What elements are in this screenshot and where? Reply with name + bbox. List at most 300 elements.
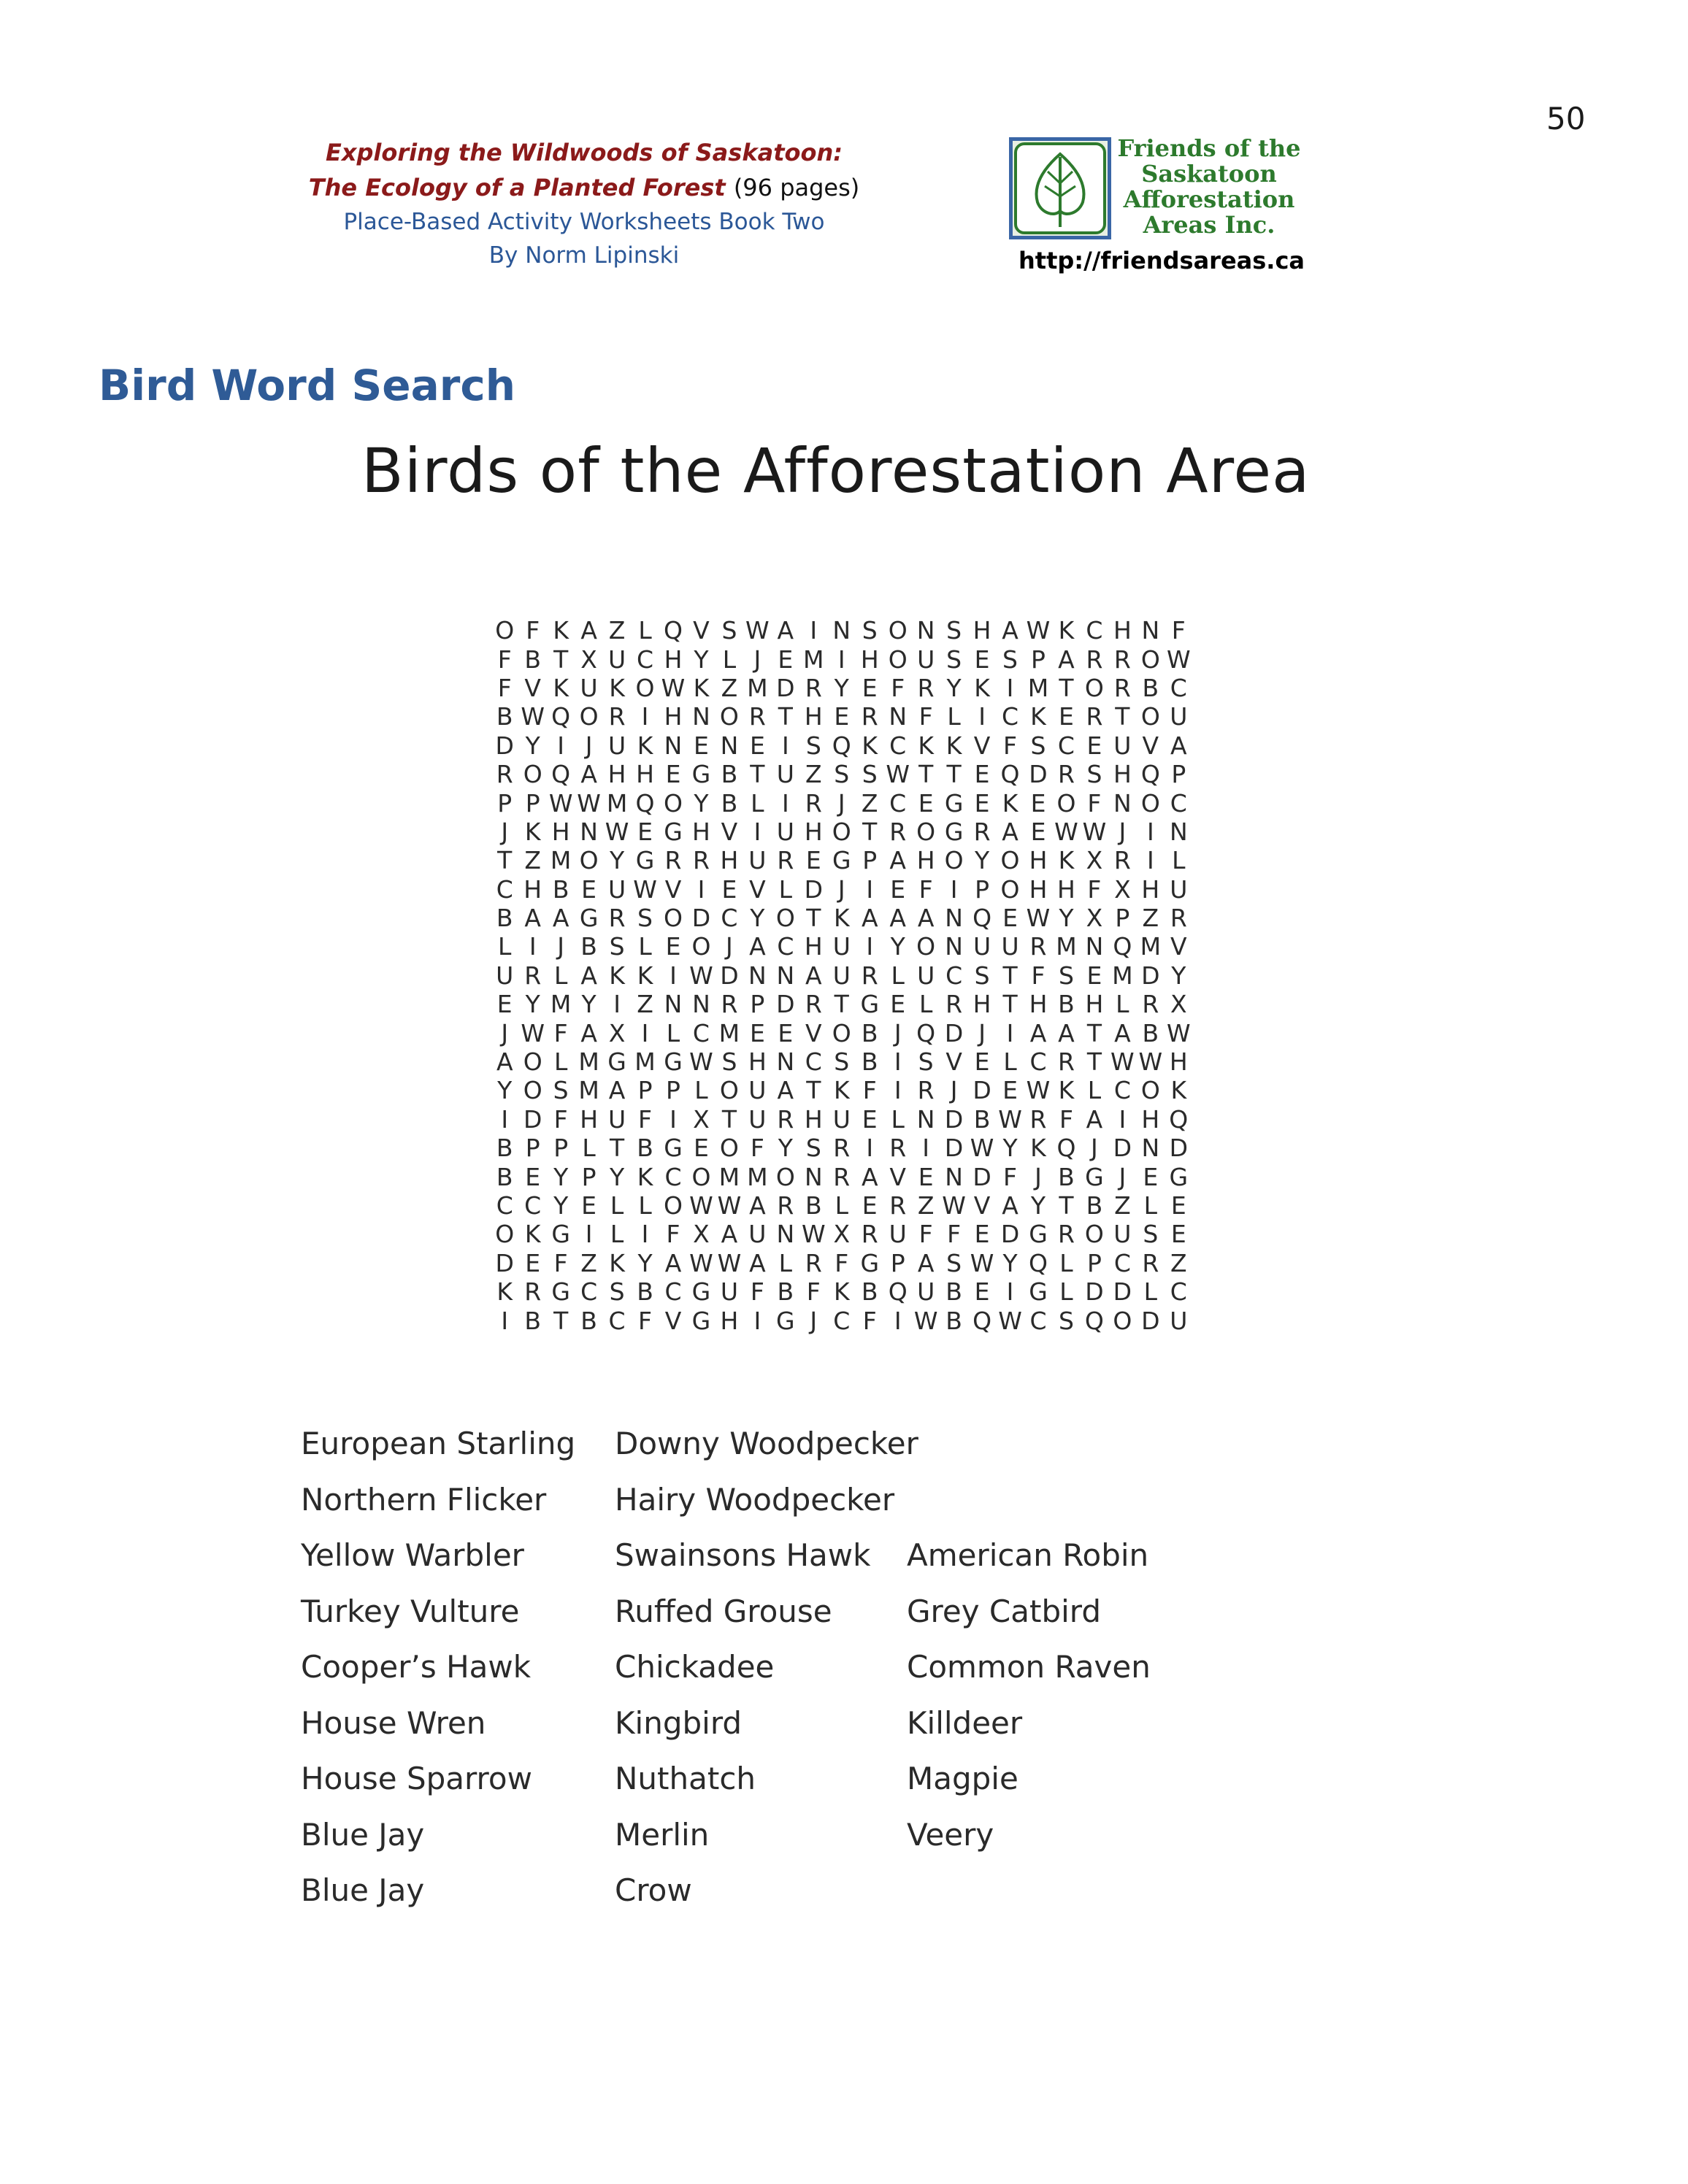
grid-row	[491, 1105, 1221, 1134]
grid-letter: P	[497, 788, 513, 818]
grid-letter: D	[495, 731, 514, 760]
grid-letter: O	[832, 1018, 851, 1047]
grid-letter: X	[1086, 846, 1103, 875]
grid-letter: P	[666, 1076, 680, 1105]
grid-letter: L	[891, 1104, 905, 1134]
grid-letter: P	[581, 1162, 596, 1191]
grid-letter: E	[1170, 1220, 1186, 1249]
grid-letter: H	[804, 1104, 823, 1134]
grid-letter: J	[726, 932, 733, 961]
grid-row	[491, 990, 1221, 1018]
grid-letter: A	[580, 961, 597, 990]
grid-letter: O	[523, 1047, 542, 1077]
grid-letter: J	[753, 645, 761, 674]
book-author: By Norm Lipinski	[488, 242, 680, 269]
grid-letter: I	[670, 1104, 677, 1134]
grid-letter: C	[833, 1306, 851, 1335]
grid-letter: A	[580, 1018, 597, 1047]
grid-letter: I	[1146, 846, 1154, 875]
page-count: (96 pages)	[733, 174, 860, 201]
word-item: Crow	[615, 1872, 692, 1908]
grid-letter: J	[501, 1018, 509, 1047]
grid-letter: N	[748, 961, 767, 990]
grid-letter: H	[720, 1306, 739, 1335]
grid-letter: U	[776, 760, 794, 789]
grid-letter: I	[866, 1134, 874, 1163]
grid-letter: U	[832, 932, 851, 961]
word-item: Killdeer	[907, 1704, 1023, 1741]
grid-letter: R	[805, 673, 822, 702]
grid-letter: O	[1000, 846, 1020, 875]
word-item: Northern Flicker	[301, 1481, 547, 1518]
grid-letter: C	[805, 1047, 822, 1077]
grid-letter: I	[1006, 1277, 1014, 1307]
grid-letter: X	[1086, 904, 1103, 933]
grid-letter: F	[806, 1277, 821, 1307]
grid-letter: N	[580, 817, 598, 846]
grid-row	[491, 932, 1221, 961]
grid-letter: N	[1113, 788, 1132, 818]
grid-letter: U	[496, 961, 514, 990]
word-item: Blue Jay	[301, 1872, 425, 1908]
grid-letter: B	[1058, 990, 1075, 1019]
grid-letter: K	[833, 904, 850, 933]
grid-letter: F	[1171, 616, 1186, 645]
grid-letter: K	[1030, 1134, 1046, 1163]
grid-letter: Y	[974, 846, 990, 875]
grid-letter: Y	[694, 645, 709, 674]
grid-letter: D	[1000, 1220, 1020, 1249]
grid-letter: G	[691, 1306, 711, 1335]
grid-letter: N	[1141, 1134, 1160, 1163]
grid-letter: A	[861, 1162, 878, 1191]
grid-letter: G	[860, 1248, 880, 1277]
grid-letter: V	[664, 1306, 682, 1335]
grid-letter: O	[775, 904, 795, 933]
grid-letter: E	[665, 932, 681, 961]
grid-letter: H	[972, 990, 991, 1019]
grid-letter: B	[1086, 1191, 1103, 1220]
word-item	[907, 1416, 1199, 1472]
grid-letter: K	[918, 731, 934, 760]
grid-letter: Y	[1171, 961, 1186, 990]
grid-letter: Q	[551, 702, 571, 731]
grid-letter: Y	[609, 846, 625, 875]
grid-letter: X	[833, 1220, 851, 1249]
grid-letter: J	[837, 788, 845, 818]
grid-letter: Q	[551, 760, 571, 789]
grid-letter: X	[580, 645, 597, 674]
grid-letter: Q	[972, 1306, 992, 1335]
grid-letter: K	[693, 673, 710, 702]
grid-letter: T	[553, 645, 569, 674]
grid-letter: S	[1058, 1306, 1074, 1335]
grid-letter: E	[918, 1162, 934, 1191]
grid-letter: Y	[1002, 1248, 1018, 1277]
grid-letter: O	[1084, 1220, 1104, 1249]
grid-letter: H	[1029, 874, 1048, 904]
grid-letter: R	[1057, 1220, 1075, 1249]
grid-letter: O	[719, 1076, 739, 1105]
grid-letter: L	[778, 1248, 793, 1277]
grid-letter: E	[1030, 788, 1046, 818]
website-link[interactable]: http://friendsareas.ca	[1018, 247, 1305, 274]
grid-letter: U	[607, 731, 626, 760]
grid-letter: I	[697, 874, 705, 904]
grid-letter: E	[862, 1104, 878, 1134]
grid-letter: G	[551, 1277, 570, 1307]
grid-letter: S	[946, 616, 962, 645]
logo	[1009, 137, 1111, 239]
grid-letter: W	[1026, 904, 1051, 933]
grid-letter: N	[832, 616, 851, 645]
grid-letter: L	[1003, 1047, 1017, 1077]
grid-letter: J	[585, 731, 593, 760]
grid-letter: O	[635, 673, 655, 702]
grid-letter: L	[835, 1191, 848, 1220]
grid-letter: O	[1000, 874, 1020, 904]
grid-letter: U	[776, 817, 794, 846]
grid-row	[491, 1306, 1221, 1334]
grid-letter: H	[1113, 760, 1132, 789]
grid-letter: A	[1086, 1104, 1103, 1134]
grid-letter: D	[1141, 961, 1160, 990]
grid-letter: O	[1140, 702, 1160, 731]
grid-letter: R	[917, 673, 935, 702]
grid-letter: R	[945, 990, 963, 1019]
grid-letter: G	[579, 904, 599, 933]
grid-letter: I	[529, 932, 537, 961]
grid-letter: I	[810, 616, 818, 645]
grid-letter: Q	[1000, 760, 1020, 789]
grid-letter: D	[495, 1248, 514, 1277]
grid-letter: S	[609, 932, 625, 961]
grid-letter: I	[641, 1018, 649, 1047]
grid-letter: B	[524, 645, 541, 674]
grid-letter: T	[497, 846, 513, 875]
grid-letter: H	[664, 645, 683, 674]
grid-letter: K	[1030, 702, 1046, 731]
grid-letter: W	[1054, 817, 1078, 846]
grid-letter: W	[633, 874, 657, 904]
grid-letter: U	[917, 645, 935, 674]
grid-letter: W	[1138, 1047, 1163, 1077]
grid-letter: O	[523, 1076, 542, 1105]
grid-letter: K	[553, 616, 569, 645]
grid-letter: P	[525, 788, 540, 818]
grid-letter: V	[973, 731, 991, 760]
grid-letter: F	[526, 616, 540, 645]
grid-letter: E	[665, 760, 681, 789]
grid-letter: U	[1113, 1220, 1132, 1249]
grid-letter: T	[750, 760, 765, 789]
grid-letter: F	[1087, 874, 1102, 904]
grid-letter: X	[693, 1104, 710, 1134]
grid-letter: M	[803, 645, 824, 674]
grid-letter: A	[1114, 1018, 1131, 1047]
grid-letter: O	[664, 1191, 683, 1220]
grid-letter: E	[1170, 1191, 1186, 1220]
grid-row	[491, 1047, 1221, 1076]
grid-letter: J	[950, 1076, 958, 1105]
grid-letter: T	[806, 904, 821, 933]
grid-letter: F	[750, 1134, 764, 1163]
grid-letter: W	[548, 788, 573, 818]
grid-letter: F	[1031, 961, 1046, 990]
grid-letter: R	[1029, 932, 1047, 961]
grid-letter: D	[804, 874, 823, 904]
grid-letter: C	[524, 1191, 542, 1220]
grid-letter: E	[862, 1191, 878, 1220]
grid-letter: P	[553, 1134, 569, 1163]
grid-letter: R	[1086, 702, 1103, 731]
grid-letter: W	[521, 1018, 545, 1047]
grid-letter: S	[946, 1248, 962, 1277]
logo-line-3: Afforestation	[1123, 185, 1295, 213]
grid-letter: K	[496, 1277, 513, 1307]
grid-letter: C	[777, 932, 794, 961]
grid-letter: O	[1140, 788, 1160, 818]
grid-letter: N	[664, 731, 683, 760]
grid-letter: F	[497, 673, 512, 702]
grid-letter: C	[608, 1306, 626, 1335]
grid-letter: L	[918, 990, 933, 1019]
grid-letter: O	[719, 702, 739, 731]
grid-letter: N	[776, 1220, 795, 1249]
grid-letter: S	[1086, 760, 1102, 789]
grid-letter: O	[888, 616, 908, 645]
grid-letter: E	[890, 874, 906, 904]
word-item: European Starling	[301, 1426, 576, 1461]
grid-letter: A	[1058, 1018, 1075, 1047]
grid-letter: I	[585, 1220, 593, 1249]
grid-letter: Z	[637, 990, 653, 1019]
grid-letter: I	[866, 874, 874, 904]
grid-letter: D	[972, 1076, 991, 1105]
grid-letter: H	[607, 760, 626, 789]
grid-letter: K	[945, 731, 962, 760]
grid-letter: U	[972, 932, 991, 961]
grid-letter: C	[664, 1277, 682, 1307]
grid-letter: W	[689, 1047, 713, 1077]
grid-letter: Q	[888, 1277, 908, 1307]
grid-letter: E	[974, 645, 990, 674]
grid-letter: B	[1058, 1162, 1075, 1191]
grid-letter: O	[1140, 645, 1160, 674]
grid-letter: T	[1059, 673, 1074, 702]
grid-letter: L	[778, 874, 793, 904]
grid-letter: W	[970, 1134, 994, 1163]
grid-letter: R	[805, 788, 822, 818]
grid-letter: B	[496, 1134, 513, 1163]
section-title: Bird Word Search	[99, 361, 515, 410]
grid-letter: G	[691, 1277, 711, 1307]
grid-letter: U	[832, 1104, 851, 1134]
grid-letter: B	[637, 1277, 653, 1307]
grid-letter: P	[890, 1248, 905, 1277]
word-item: House Wren	[301, 1704, 486, 1741]
grid-letter: W	[970, 1248, 994, 1277]
grid-letter: V	[973, 1191, 991, 1220]
grid-letter: Z	[608, 616, 626, 645]
grid-letter: Z	[721, 673, 738, 702]
grid-letter: W	[689, 1248, 713, 1277]
word-list	[301, 1416, 1199, 1919]
grid-letter: H	[692, 817, 710, 846]
grid-letter: F	[835, 1248, 849, 1277]
grid-letter: J	[1035, 1162, 1042, 1191]
grid-letter: K	[609, 1248, 625, 1277]
grid-letter: P	[750, 990, 765, 1019]
grid-letter: M	[1140, 932, 1162, 961]
grid-letter: E	[1002, 904, 1018, 933]
grid-letter: T	[609, 1134, 625, 1163]
grid-letter: W	[605, 817, 629, 846]
grid-letter: D	[1141, 1306, 1160, 1335]
grid-letter: S	[834, 1047, 850, 1077]
grid-letter: E	[778, 1018, 794, 1047]
grid-letter: C	[1113, 1076, 1131, 1105]
grid-letter: B	[580, 932, 597, 961]
grid-letter: M	[747, 673, 768, 702]
grid-letter: G	[1029, 1220, 1048, 1249]
grid-letter: H	[636, 760, 654, 789]
grid-letter: M	[606, 788, 628, 818]
grid-letter: L	[1087, 1076, 1102, 1105]
grid-letter: W	[661, 673, 686, 702]
grid-letter: H	[720, 846, 739, 875]
grid-letter: S	[1002, 645, 1018, 674]
grid-letter: Z	[861, 788, 878, 818]
grid-letter: Q	[1029, 1248, 1048, 1277]
grid-letter: O	[719, 1134, 739, 1163]
grid-letter: K	[1002, 788, 1018, 818]
grid-letter: R	[861, 1220, 878, 1249]
grid-letter: A	[805, 961, 822, 990]
grid-letter: O	[664, 788, 683, 818]
grid-letter: C	[889, 788, 907, 818]
word-item	[907, 1472, 1199, 1529]
grid-letter: A	[580, 760, 597, 789]
book-title-line1: Exploring the Wildwoods of Saskatoon:	[325, 139, 843, 166]
grid-letter: E	[694, 1134, 709, 1163]
grid-letter: L	[891, 961, 905, 990]
grid-letter: G	[944, 817, 964, 846]
grid-letter: W	[998, 1306, 1022, 1335]
grid-row	[491, 846, 1221, 874]
grid-letter: R	[496, 760, 513, 789]
grid-letter: S	[862, 616, 878, 645]
grid-letter: D	[691, 904, 711, 933]
grid-letter: R	[748, 702, 766, 731]
grid-letter: I	[641, 702, 649, 731]
word-column	[615, 1416, 918, 1919]
grid-letter: L	[553, 1047, 568, 1077]
grid-letter: R	[777, 1191, 794, 1220]
grid-row	[491, 1076, 1221, 1104]
grid-letter: V	[945, 1047, 962, 1077]
grid-letter: F	[1003, 731, 1018, 760]
grid-letter: E	[581, 1191, 597, 1220]
grid-letter: C	[580, 1277, 598, 1307]
grid-letter: L	[751, 788, 764, 818]
grid-letter: F	[947, 1220, 962, 1249]
grid-letter: R	[805, 990, 822, 1019]
grid-letter: C	[496, 874, 513, 904]
grid-letter: W	[745, 616, 770, 645]
grid-letter: U	[1170, 874, 1188, 904]
grid-letter: V	[664, 874, 682, 904]
grid-letter: E	[1143, 1162, 1159, 1191]
grid-letter: M	[1056, 932, 1077, 961]
word-item: Veery	[907, 1816, 994, 1853]
logo-line-4: Areas Inc.	[1143, 211, 1275, 239]
grid-letter: Q	[1140, 760, 1160, 789]
grid-letter: M	[550, 846, 572, 875]
grid-letter: C	[721, 904, 738, 933]
grid-letter: O	[1084, 673, 1104, 702]
grid-letter: Y	[609, 1162, 625, 1191]
grid-letter: N	[945, 904, 963, 933]
grid-letter: C	[1002, 702, 1019, 731]
grid-letter: H	[748, 1047, 767, 1077]
grid-letter: E	[1030, 817, 1046, 846]
grid-row	[491, 1277, 1221, 1306]
grid-letter: S	[637, 904, 653, 933]
grid-letter: E	[1086, 961, 1102, 990]
leaf-icon	[1013, 141, 1108, 236]
grid-letter: Y	[1059, 904, 1074, 933]
grid-letter: A	[664, 1248, 682, 1277]
grid-letter: W	[1082, 817, 1107, 846]
grid-letter: R	[861, 961, 878, 990]
page-number: 50	[1546, 101, 1586, 136]
grid-letter: Y	[890, 932, 905, 961]
grid-letter: I	[501, 1104, 509, 1134]
grid-letter: E	[749, 731, 765, 760]
grid-letter: H	[804, 817, 823, 846]
grid-letter: I	[1146, 817, 1154, 846]
grid-letter: U	[748, 846, 767, 875]
grid-letter: J	[978, 1018, 986, 1047]
grid-letter: N	[889, 702, 908, 731]
grid-letter: A	[1029, 1018, 1047, 1047]
grid-letter: A	[1002, 1191, 1018, 1220]
grid-letter: W	[998, 1104, 1022, 1134]
word-item: American Robin	[907, 1537, 1149, 1573]
grid-letter: R	[524, 961, 542, 990]
grid-letter: G	[664, 1134, 683, 1163]
grid-row	[491, 1018, 1221, 1047]
grid-letter: I	[557, 731, 565, 760]
grid-letter: E	[974, 1220, 990, 1249]
grid-letter: I	[894, 1306, 902, 1335]
grid-letter: K	[833, 1076, 850, 1105]
grid-letter: A	[580, 616, 597, 645]
grid-letter: G	[664, 817, 683, 846]
grid-letter: B	[861, 1047, 878, 1077]
grid-letter: R	[833, 1162, 851, 1191]
grid-letter: N	[804, 1162, 823, 1191]
grid-letter: B	[1142, 1018, 1159, 1047]
grid-letter: G	[1029, 1277, 1048, 1307]
grid-letter: I	[894, 1047, 902, 1077]
grid-letter: G	[1085, 1162, 1104, 1191]
grid-letter: O	[691, 1162, 711, 1191]
grid-letter: L	[722, 645, 737, 674]
grid-letter: C	[637, 645, 654, 674]
word-item: Common Raven	[907, 1649, 1151, 1685]
